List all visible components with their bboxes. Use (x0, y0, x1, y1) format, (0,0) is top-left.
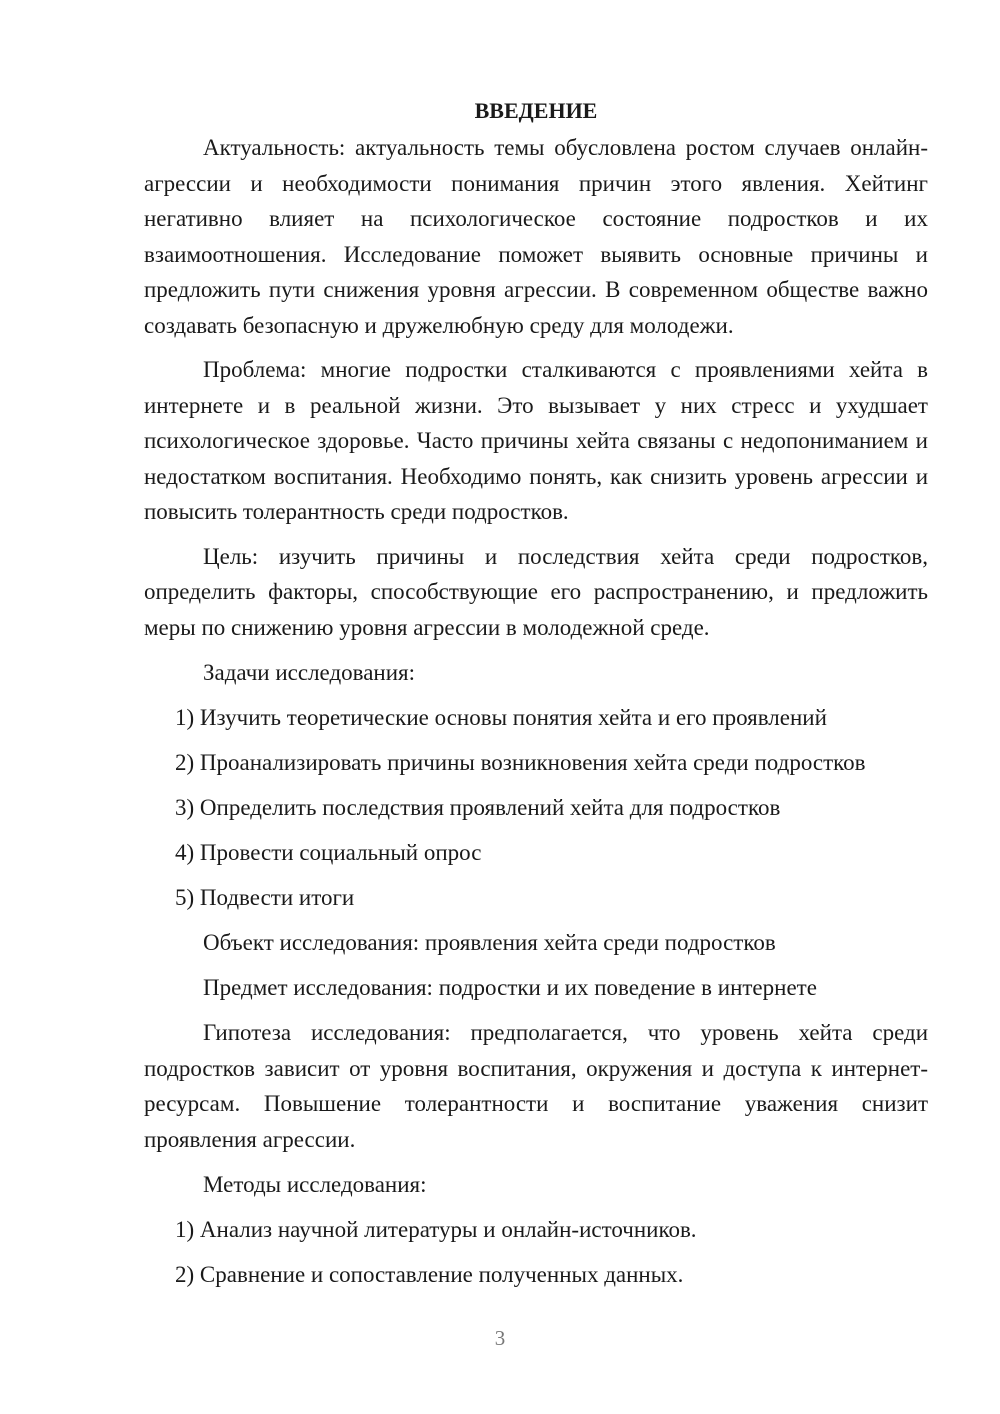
task-item-5: 5) Подвести итоги (175, 885, 355, 910)
methods-title: Методы исследования: (203, 1172, 427, 1197)
relevance-paragraph: Актуальность: актуальность темы обусловлена ростом случаев онлайн-агрессии и необходимости понимания причин этого явления. Хейтинг негативно влияет на психологическое состояние подростков и их взаимоотношения. Исследование поможет выявить основные причины и предложить пути снижения уровня агрессии. В современном обществе важно создавать безопасную и дружелюбную среду для молодежи. (144, 135, 928, 338)
task-item-1: 1) Изучить теоретические основы понятия хейта и его проявлений (175, 705, 827, 730)
hypothesis-paragraph: Гипотеза исследования: предполагается, что уровень хейта среди подростков зависит от уровня воспитания, окружения и доступа к интернет-ресурсам. Повышение толерантности и воспитание уважения снизит проявления агрессии. (144, 1020, 928, 1152)
task-item-2: 2) Проанализировать причины возникновения хейта среди подростков (175, 750, 866, 775)
goal-paragraph: Цель: изучить причины и последствия хейта среди подростков, определить факторы, способствующие его распространению, и предложить меры по снижению уровня агрессии в молодежной среде. (144, 543, 928, 640)
tasks-title: Задачи исследования: (203, 660, 416, 685)
task-item-3: 3) Определить последствия проявлений хейта для подростков (175, 795, 781, 820)
method-item-2: 2) Сравнение и сопоставление полученных данных. (175, 1262, 684, 1287)
task-item-4: 4) Провести социальный опрос (175, 840, 482, 865)
section-heading: ВВЕДЕНИЕ (474, 98, 598, 123)
page-content (144, 94, 928, 1293)
subject-line: Предмет исследования: подростки и их поведение в интернете (203, 975, 817, 1000)
problem-paragraph: Проблема: многие подростки сталкиваются с проявлениями хейта в интернете и в реальной жизни. Это вызывает у них стресс и ухудшает психологическое здоровье. Часто причины хейта связаны с недопониманием и недостатком воспитания. Необходимо понять, как снизить уровень агрессии и повысить толерантность среди подростков. (144, 357, 928, 524)
method-item-1: 1) Анализ научной литературы и онлайн-источников. (175, 1217, 697, 1242)
object-line: Объект исследования: проявления хейта среди подростков (203, 930, 776, 955)
page-number: 3 (494, 1326, 506, 1350)
